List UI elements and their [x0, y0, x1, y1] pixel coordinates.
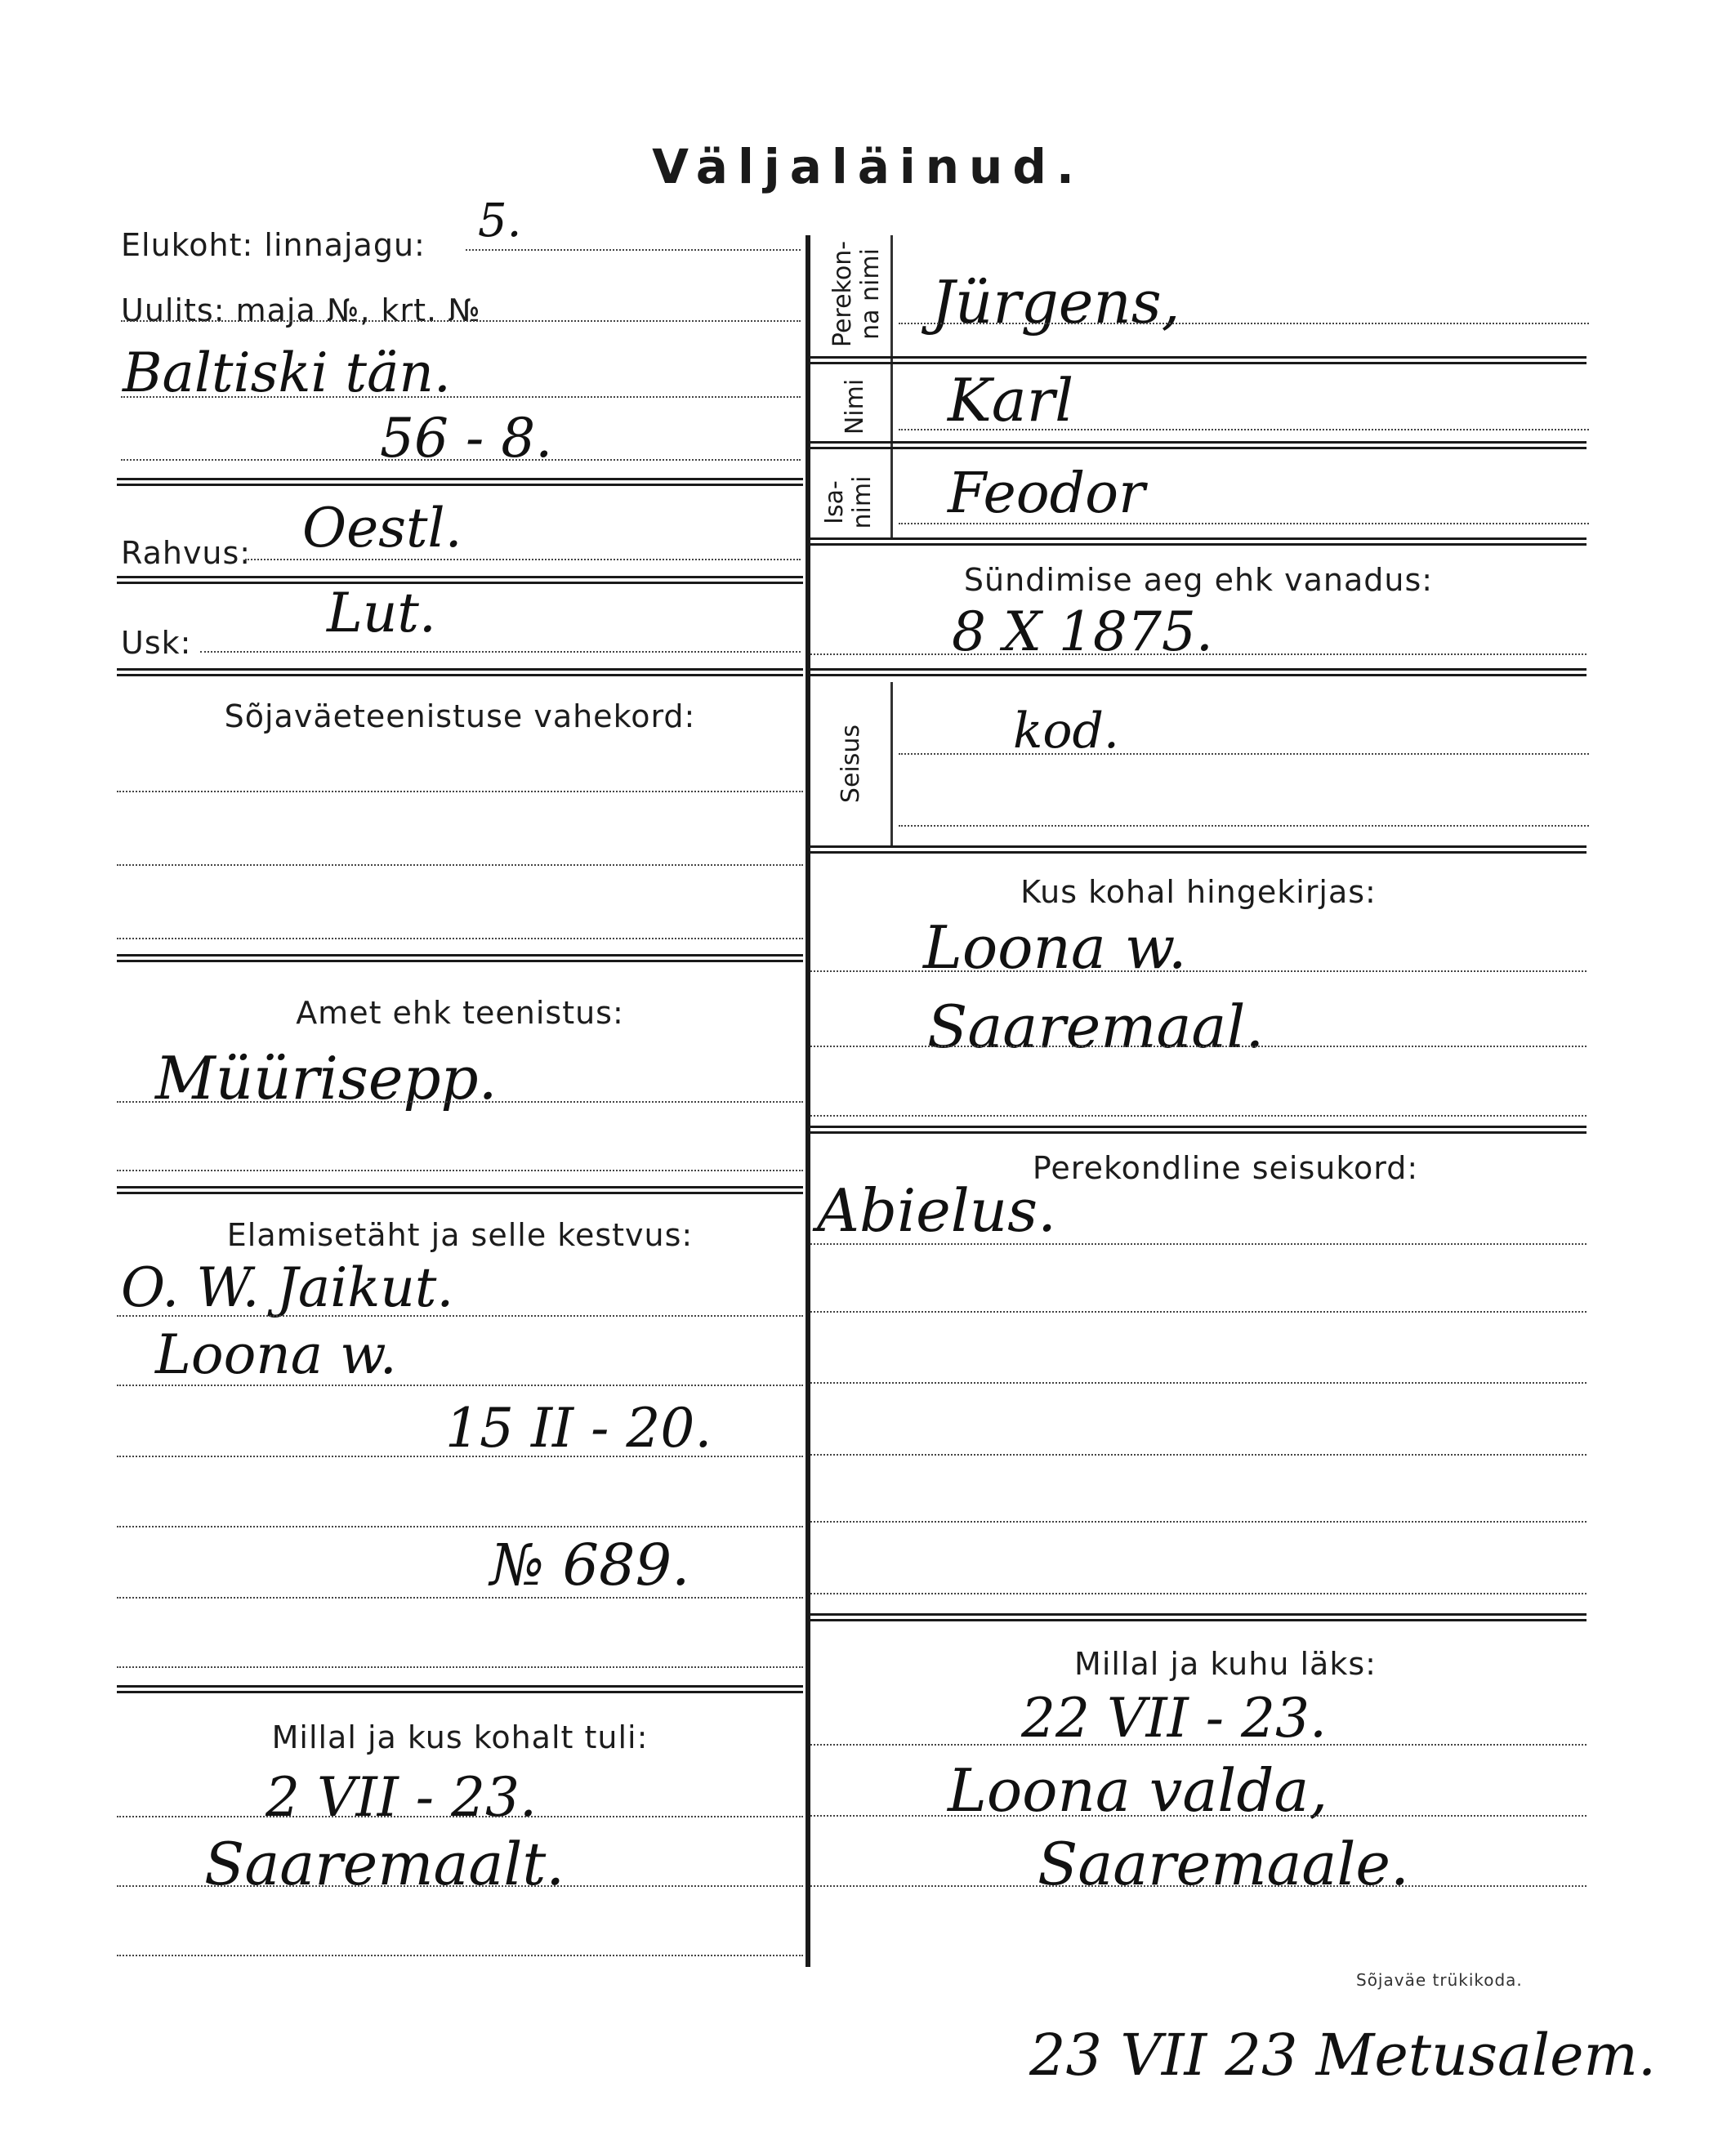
- rule-right-6: [810, 1126, 1586, 1134]
- hingekiri-dot-3: [810, 1115, 1586, 1117]
- uulits-label: Uulits: maja №, krt. №: [121, 292, 481, 328]
- printer-mark: Sõjaväe trükikoda.: [1356, 1970, 1523, 1990]
- perekondline-label: Perekondline seisukord:: [1032, 1150, 1419, 1186]
- tuli-dot-3: [117, 1955, 803, 1956]
- sundimise-line: [810, 653, 1586, 655]
- amet-label: Amet ehk teenistus:: [296, 995, 624, 1031]
- uulits-line-1: [121, 396, 801, 398]
- hingekiri-dot-1: [810, 970, 1586, 972]
- sundimise-label: Sündimise aeg ehk vanadus:: [963, 562, 1434, 598]
- elamis-dot-1: [117, 1315, 803, 1317]
- perekondline-dot-6: [810, 1593, 1586, 1594]
- seisus-line-2: [899, 825, 1589, 827]
- seisus-label: Seisus: [837, 724, 865, 804]
- perekondline-dot-5: [810, 1521, 1586, 1523]
- rahvus-label: Rahvus:: [121, 535, 252, 571]
- amet-line-2: [117, 1170, 803, 1171]
- nimi-value: Karl: [948, 366, 1074, 435]
- perekondline-dot-3: [810, 1382, 1586, 1384]
- tuli-dot-2: [117, 1885, 803, 1887]
- form-title: Väljaläinud.: [652, 139, 1084, 194]
- tuli-line2: Saaremaalt.: [204, 1830, 565, 1898]
- usk-line: [200, 651, 801, 653]
- usk-label: Usk:: [121, 625, 192, 661]
- elamis-line3: 15 II - 20.: [445, 1397, 712, 1460]
- rule-right-7: [810, 1613, 1586, 1621]
- laks-label: Millal ja kuhu läks:: [1074, 1646, 1377, 1682]
- center-divider: [806, 235, 810, 1967]
- tuli-line1: 2 VII - 23.: [266, 1766, 537, 1829]
- uulits-line-0: [121, 320, 801, 322]
- isanimi-value: Feodor: [948, 462, 1145, 526]
- rule-left-3: [117, 668, 803, 676]
- perekonnanimi-value: Jürgens,: [931, 268, 1180, 337]
- rule-left-1: [117, 478, 803, 486]
- hingekiri-line2: Saaremaal.: [927, 992, 1265, 1061]
- perekondline-dot-4: [810, 1454, 1586, 1456]
- usk-value: Lut.: [327, 582, 436, 644]
- rule-right-3: [810, 537, 1586, 546]
- uulits-line2: 56 - 8.: [380, 407, 553, 470]
- seisus-value: kod.: [1013, 702, 1119, 760]
- sundimise-value: 8 X 1875.: [952, 600, 1213, 663]
- laks-dot-2: [810, 1815, 1586, 1817]
- uulits-line-2: [121, 459, 801, 461]
- hingekiri-label: Kus kohal hingekirjas:: [1020, 874, 1377, 910]
- rule-left-4: [117, 954, 803, 962]
- elamis-line4: № 689.: [490, 1532, 690, 1599]
- perekonnanimi-label: Perekon- na nimi: [828, 240, 885, 348]
- rule-left-6: [117, 1685, 803, 1693]
- elamis-dot-4: [117, 1526, 803, 1527]
- laks-dot-3: [810, 1885, 1586, 1887]
- elamis-dot-2: [117, 1385, 803, 1386]
- elamis-line1: O. W. Jaikut.: [121, 1256, 454, 1319]
- nimi-label: Nimi: [841, 378, 869, 435]
- perekondline-dot-2: [810, 1311, 1586, 1313]
- rule-left-5: [117, 1186, 803, 1194]
- elamis-dot-3: [117, 1456, 803, 1457]
- rule-right-5: [810, 845, 1586, 854]
- soja-line-2: [117, 864, 803, 866]
- seisus-line-1: [899, 753, 1589, 755]
- soja-label: Sõjaväeteenistuse vahekord:: [224, 698, 696, 734]
- laks-line1: 22 VII - 23.: [1021, 1687, 1327, 1750]
- uulits-line1: Baltiski tän.: [123, 341, 451, 404]
- elukoht-label: Elukoht: linnajagu:: [121, 227, 426, 263]
- rule-right-4: [810, 668, 1586, 676]
- elamis-label: Elamisetäht ja selle kestvus:: [226, 1217, 694, 1253]
- amet-line-1: [117, 1101, 803, 1103]
- perekondline-dot-1: [810, 1243, 1586, 1245]
- elamis-dot-5: [117, 1597, 803, 1599]
- signature: 23 VII 23 Metusalem.: [1029, 2022, 1657, 2089]
- elamis-dot-6: [117, 1666, 803, 1668]
- rule-right-2: [810, 441, 1586, 449]
- nimi-line: [899, 429, 1589, 430]
- isanimi-label: Isa- nimi: [820, 475, 877, 529]
- tuli-label: Millal ja kus kohalt tuli:: [271, 1719, 649, 1755]
- soja-line-1: [117, 791, 803, 792]
- rule-left-2: [117, 576, 803, 584]
- elukoht-line: [466, 249, 801, 251]
- amet-value: Müürisepp.: [155, 1044, 498, 1113]
- tuli-dot-1: [117, 1816, 803, 1817]
- isanimi-line: [899, 523, 1589, 524]
- hingekiri-dot-2: [810, 1046, 1586, 1047]
- perekondline-value: Abielus.: [817, 1176, 1056, 1245]
- elukoht-value: 5.: [478, 194, 522, 247]
- seisus-column-divider: [890, 682, 893, 845]
- elamis-line2: Loona w.: [155, 1323, 397, 1386]
- laks-dot-1: [810, 1744, 1586, 1746]
- laks-line3: Saaremaale.: [1038, 1830, 1409, 1898]
- perekonnanimi-line: [899, 323, 1589, 324]
- rahvus-value: Oestl.: [302, 497, 462, 560]
- rule-right-1: [810, 356, 1586, 364]
- laks-line2: Loona valda,: [948, 1756, 1328, 1825]
- hingekiri-line1: Loona w.: [923, 913, 1187, 982]
- soja-line-3: [117, 938, 803, 939]
